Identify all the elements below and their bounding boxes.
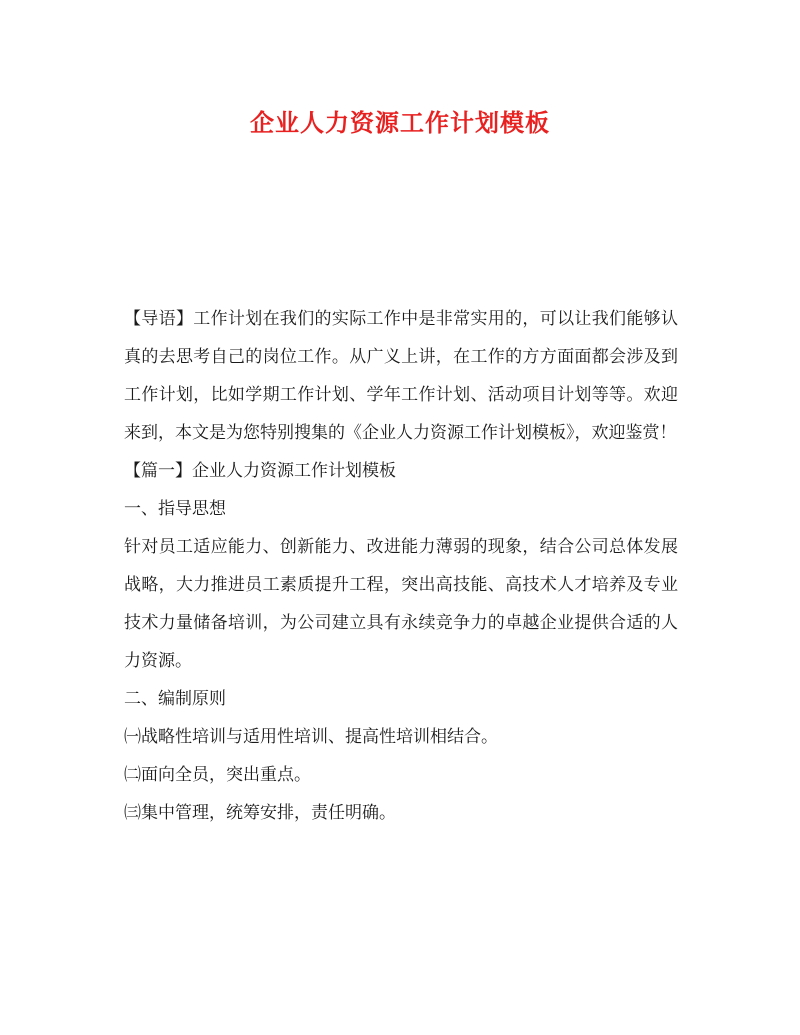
heading-compilation-principles: 二、编制原则 xyxy=(124,689,226,709)
heading-guiding-ideology: 一、指导思想 xyxy=(124,499,226,519)
principle-item-2: ㈡面向全员，突出重点。 xyxy=(124,765,311,785)
intro-paragraph: 【导语】工作计划在我们的实际工作中是非常实用的，可以让我们能够认真的去思考自己的岗位工作。从广义上讲，在工作的方方面面都会涉及到工作计划，比如学期工作计划、学年工作计划、活动项目计划等等。欢迎来到，本文是为您特别搜集的《企业人力资源工作计划模板》，欢迎鉴赏！ xyxy=(124,309,678,443)
document-title: 企业人力资源工作计划模板 xyxy=(250,108,550,137)
guiding-ideology-paragraph: 针对员工适应能力、创新能力、改进能力薄弱的现象，结合公司总体发展战略，大力推进员工素质提升工程，突出高技能、高技术人才培养及专业技术力量储备培训，为公司建立具有永续竞争力的卓越企业提供合适的人力资源。 xyxy=(124,537,678,671)
principle-item-1: ㈠战略性培训与适用性培训、提高性培训相结合。 xyxy=(124,727,498,747)
section-heading-part-one: 【篇一】企业人力资源工作计划模板 xyxy=(124,461,396,481)
document-body xyxy=(124,300,678,832)
principle-item-3: ㈢集中管理，统筹安排，责任明确。 xyxy=(124,803,396,823)
